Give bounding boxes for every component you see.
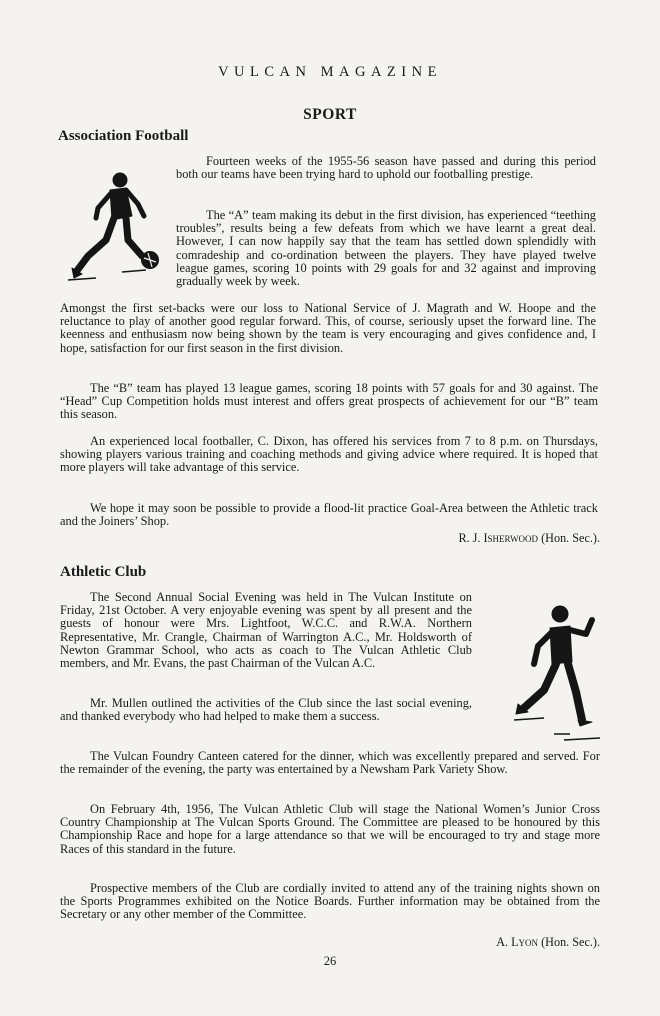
athletic-heading: Athletic Club <box>60 564 147 580</box>
football-paragraph-5: We hope it may soon be possible to provide a flood-lit practice Goal-Area between the Athletic track and the Joiners’ Shop. <box>60 501 598 529</box>
football-signature-role: (Hon. Sec.). <box>541 531 600 545</box>
football-signature <box>458 531 600 546</box>
football-paragraph-2: The “A” team making its debut in the first division, has experienced “teething troubles”, results being a few defeats from which we have learnt a great deal. However, I can now happily say that the team has settled down splendidly with comradeship and co-ordination between the players. They have played twelve league games, scoring 10 points with 29 goals for and 32 against and improving gradually week by week. <box>176 208 596 289</box>
athletic-paragraph-1: The Second Annual Social Evening was held in The Vulcan Institute on Friday, 21st October. A very enjoyable evening was spent by all present and the guests of honour were Mrs. Lightfoot, W.C.C. and R.W.A. Northern Representative, Mr. Crangle, Chairman of Warrington A.C., Mr. Holdsworth of Newton Grammar School, who acts as coach to The Vulcan Athletic Club members, and Mr. Evans, the past Chairman of the Vulcan A.C. <box>60 590 472 671</box>
football-paragraph-2-cont: Amongst the first set-backs were our loss to National Service of J. Magrath and W. Hoope and the reluctance to play of another good regular forward. This, of course, seriously upset the forward line. The keenness and enthusiasm now being shown by the team is very encouraging and gives confidence and, I hope, satisfaction for our first season in the first division. <box>60 301 596 355</box>
football-paragraph-4: An experienced local footballer, C. Dixon, has offered his services from 7 to 8 p.m. on Thursdays, showing players various training and coaching methods and giving advice where required. It is hoped that more players will take advantage of this service. <box>60 434 598 475</box>
football-paragraph-3: The “B” team has played 13 league games, scoring 18 points with 57 goals for and 30 against. The “Head” Cup Competition holds must interest and offers great prospects of achievement for our “B” team this season. <box>60 381 598 422</box>
athletic-paragraph-5: Prospective members of the Club are cordially invited to attend any of the training nights shown on the Sports Programmes exhibited on the Notice Boards. Further information may be obtained from the Secretary or any other member of the Committee. <box>60 881 600 922</box>
football-heading: Association Football <box>58 128 189 144</box>
football-paragraph-1: Fourteen weeks of the 1955-56 season have passed and during this period both our teams have been trying hard to uphold our footballing prestige. <box>176 154 596 182</box>
football-signature-name: R. J. Isherwood <box>458 531 539 545</box>
athletic-paragraph-4: On February 4th, 1956, The Vulcan Athletic Club will stage the National Women’s Junior Cross Country Championship at The Vulcan Sports Ground. The Committee are pleased to be honoured by this Championship Race and hope for a large attendance so that we will be encouraged to try and stage more Races of this standard in the future. <box>60 802 600 856</box>
athletic-signature-role: (Hon. Sec.). <box>541 935 600 949</box>
athletic-paragraph-3: The Vulcan Foundry Canteen catered for the dinner, which was excellently prepared and served. For the remainder of the evening, the party was entertained by a Newsham Park Variety Show. <box>60 749 600 777</box>
masthead: VULCAN MAGAZINE <box>218 64 442 80</box>
runner-illustration <box>510 604 606 748</box>
footballer-illustration <box>62 168 162 286</box>
section-title: SPORT <box>303 106 357 123</box>
athletic-signature-name: A. Lyon <box>496 935 539 949</box>
page-number: 26 <box>323 954 337 968</box>
athletic-paragraph-2: Mr. Mullen outlined the activities of the Club since the last social evening, and thanked everybody who had helped to make them a success. <box>60 696 472 724</box>
athletic-signature <box>496 935 600 950</box>
